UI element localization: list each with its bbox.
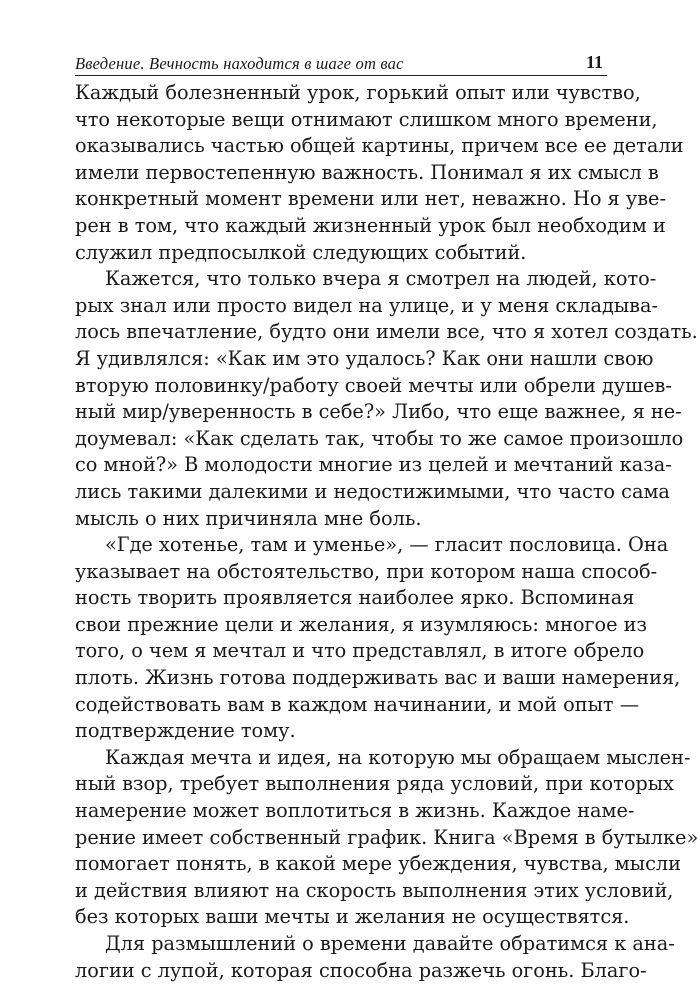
text-line: со мной?» В молодости многие из целей и мечтаний каза- [75, 453, 672, 477]
text-line: Для размышлений о времени давайте обратимся к ана- [105, 932, 675, 955]
page-header [75, 48, 607, 74]
text-line: и действия влияют на скорость выполнения этих условий, [75, 878, 674, 902]
text-line: намерение может воплотиться в жизнь. Каждое наме- [75, 799, 635, 823]
text-line: Я удивлялся: «Как им это удалось? Как они нашли свою [75, 346, 654, 370]
text-line: конкретный момент времени или нет, неважно. Но я уве- [75, 187, 666, 211]
text-line: вторую половинку/работу своей мечты или обрели душев- [75, 373, 672, 397]
text-line: служил предпосылкой следующих событий. [75, 240, 527, 264]
paragraph [75, 931, 675, 984]
text-line: лось впечатление, будто они имели все, что я хотел создать. [75, 320, 698, 344]
text-line: указывает на обстоятельство, при котором наша способ- [75, 559, 658, 583]
text-line: имели первостепенную важность. Понимал я их смысл в [75, 160, 659, 184]
text-line: подтверждение тому. [75, 719, 296, 743]
text-line: того, о чем я мечтал и что представлял, в итоге обрело [75, 639, 645, 663]
header-rule [75, 75, 607, 76]
body-text [75, 80, 698, 984]
text-line: оказывались частью общей картины, причем все ее детали [75, 134, 684, 158]
running-head: Введение. Вечность находится в шаге от вас [75, 54, 404, 73]
text-line: Кажется, что только вчера я смотрел на людей, кото- [105, 267, 657, 291]
text-line: рых знал или просто видел на улице, и у меня складыва- [75, 293, 659, 317]
text-line: рен в том, что каждый жизненный урок был необходим и [75, 213, 666, 237]
text-line: без которых ваши мечты и желания не осуществятся. [75, 905, 630, 929]
text-line: помогает понять, в какой мере убеждения, чувства, мысли [75, 852, 681, 876]
text-line: логии с лупой, которая способна разжечь огонь. Благо- [75, 958, 647, 982]
paragraph [75, 80, 684, 266]
text-line: Каждый болезненный урок, горький опыт или чувство, [75, 81, 641, 104]
paragraph [75, 266, 698, 532]
text-line: содействовать вам в каждом начинании, и мой опыт — [75, 692, 640, 716]
text-line: что некоторые вещи отнимают слишком много времени, [75, 107, 658, 131]
paragraph [75, 745, 698, 931]
text-line: лись такими далекими и недостижимыми, что часто сама [75, 479, 670, 503]
text-line: мысль о них причиняла мне боль. [75, 506, 422, 530]
text-line: ный мир/уверенность в себе?» Либо, что еще важнее, я не- [75, 400, 682, 424]
text-line: «Где хотенье, там и уменье», — гласит пословица. Она [105, 533, 669, 557]
page-number: 11 [585, 52, 603, 72]
text-line: Каждая мечта и идея, на которую мы обращаем мыслен- [105, 745, 691, 769]
text-line: свои прежние цели и желания, я изумляюсь: многое из [75, 612, 648, 636]
text-line: доумевал: «Как сделать так, чтобы то же самое произошло [75, 426, 684, 450]
text-line: плоть. Жизнь готова поддерживать вас и ваши намерения, [75, 666, 681, 690]
text-line: ность творить проявляется наиболее ярко. Вспоминая [75, 586, 635, 610]
text-line: ный взор, требует выполнения ряда условий, при которых [75, 772, 674, 796]
paragraph [75, 532, 681, 745]
text-line: рение имеет собственный график. Книга «Время в бутылке» [75, 825, 698, 849]
